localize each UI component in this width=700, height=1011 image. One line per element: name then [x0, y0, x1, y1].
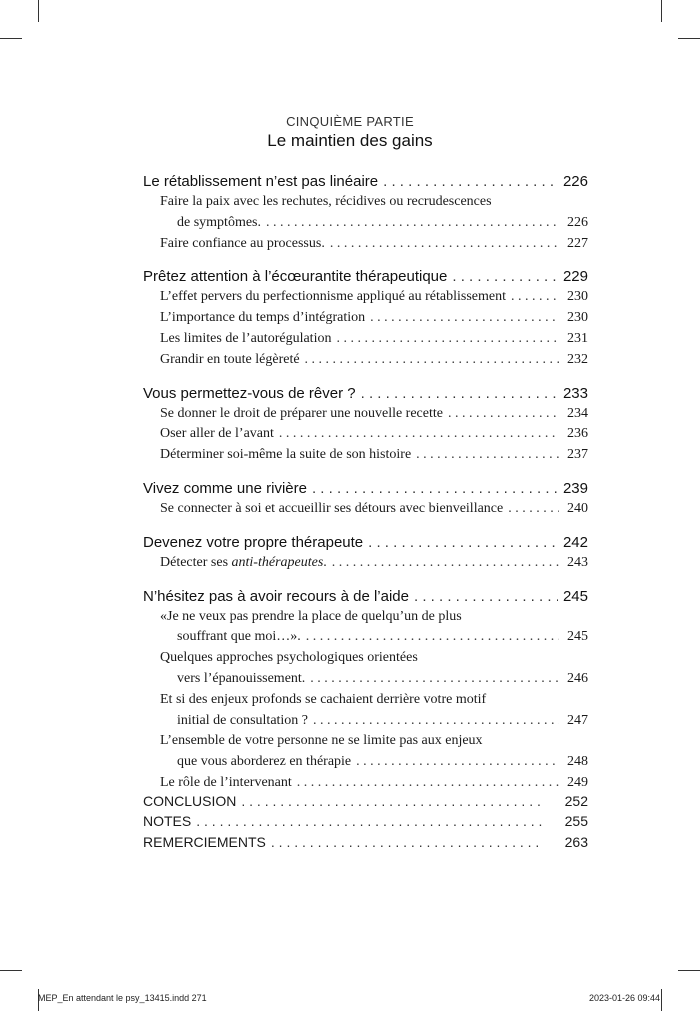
subsection-entry[interactable] — [143, 690, 588, 732]
toc-line[interactable] — [160, 553, 588, 574]
toc-line[interactable] — [143, 832, 588, 852]
subsection-title[interactable]: souffrant que moi…». — [177, 629, 301, 645]
toc-section — [143, 384, 588, 466]
dot-leader — [368, 533, 558, 553]
toc-line[interactable] — [143, 587, 588, 607]
toc-line[interactable] — [143, 267, 588, 287]
page-number: 246 — [567, 670, 588, 686]
page-number: 234 — [567, 405, 588, 421]
toc-line[interactable] — [160, 234, 588, 255]
crop-mark — [661, 989, 662, 1011]
subsection-entry[interactable] — [143, 404, 588, 425]
dot-leader — [266, 213, 559, 234]
page-number: 247 — [567, 712, 588, 728]
dot-leader — [383, 172, 558, 192]
footer-datetime: 2023-01-26 09:44 — [588, 993, 660, 1003]
dot-leader — [416, 445, 559, 466]
toc-section — [143, 479, 588, 520]
toc-section — [143, 587, 588, 794]
end-matter-title[interactable]: NOTES — [143, 813, 192, 830]
crop-mark — [678, 970, 700, 971]
page-number: 239 — [562, 479, 588, 497]
dot-leader — [279, 424, 559, 445]
subsection-title[interactable]: Les limites de l’autorégulation — [160, 330, 332, 346]
subsection-title[interactable]: Se connecter à soi et accueillir ses détours avec bienveillance — [160, 500, 504, 516]
toc-line[interactable] — [160, 213, 588, 234]
page-number: 245 — [567, 629, 588, 645]
page-number: 230 — [567, 310, 588, 326]
page-number: 226 — [567, 214, 588, 230]
page-number: 232 — [567, 351, 588, 367]
subsection-title[interactable]: Oser aller de l’avant — [160, 426, 274, 442]
end-matter-title[interactable]: REMERCIEMENTS — [143, 833, 266, 850]
crop-mark — [38, 0, 39, 22]
dot-leader — [310, 669, 559, 690]
chapter-entry[interactable] — [143, 267, 588, 287]
page-number: 230 — [567, 289, 588, 305]
toc-line[interactable] — [143, 384, 588, 404]
subsection-title-line: «Je ne veux pas prendre la place de quelqu’un de plus — [160, 608, 462, 624]
dot-leader — [361, 384, 558, 404]
chapter-entry[interactable] — [143, 479, 588, 499]
subsection-entry[interactable] — [143, 234, 588, 255]
subsection-entry[interactable] — [143, 287, 588, 308]
dot-leader — [356, 752, 559, 773]
toc-line[interactable] — [143, 479, 588, 499]
crop-mark — [678, 38, 700, 39]
chapter-title[interactable]: Prêtez attention à l’écœurantite thérapeutique — [143, 268, 448, 286]
page-number: 227 — [567, 235, 588, 251]
table-of-contents — [143, 172, 588, 807]
part-title: Le maintien des gains — [267, 131, 433, 150]
dot-leader — [414, 587, 558, 607]
subsection-entry[interactable] — [143, 553, 588, 574]
subsection-title[interactable]: Grandir en toute légèreté — [160, 351, 300, 367]
subsection-entry[interactable] — [143, 499, 588, 520]
subsection-entry[interactable] — [143, 445, 588, 466]
toc-line[interactable] — [160, 499, 588, 520]
toc-line[interactable] — [160, 424, 588, 445]
crop-mark — [0, 38, 22, 39]
dot-leader — [305, 350, 559, 371]
toc-line[interactable] — [143, 172, 588, 192]
page-number: 248 — [567, 754, 588, 770]
page-number: 245 — [562, 587, 588, 605]
subsection-title-line: L’ensemble de votre personne ne se limite pas aux enjeux — [160, 733, 483, 749]
toc-line[interactable] — [160, 752, 588, 773]
toc-line[interactable] — [160, 287, 588, 308]
chapter-title[interactable]: Devenez votre propre thérapeute — [143, 533, 364, 551]
dot-leader — [241, 791, 542, 811]
toc-line[interactable] — [143, 533, 588, 553]
toc-section — [143, 533, 588, 574]
subsection-title[interactable]: Détecter ses anti-thérapeutes. — [160, 554, 327, 570]
part-label: CINQUIÈME PARTIE — [286, 114, 414, 129]
subsection-title[interactable]: Faire confiance au processus. — [160, 235, 325, 251]
dot-leader — [448, 404, 559, 425]
page-number: 243 — [567, 554, 588, 570]
page-number: 252 — [564, 793, 588, 809]
toc-section — [143, 172, 588, 254]
subsection-entry[interactable] — [143, 607, 588, 649]
dot-leader — [330, 234, 559, 255]
page-number: 255 — [564, 813, 588, 830]
chapter-title[interactable]: Vivez comme une rivière — [143, 479, 307, 497]
subsection-title[interactable]: L’effet pervers du perfectionnisme appliqué au rétablissement — [160, 289, 506, 305]
toc-line[interactable] — [160, 350, 588, 371]
toc-line[interactable] — [160, 404, 588, 425]
page-number: 240 — [567, 500, 588, 516]
dot-leader — [271, 832, 542, 852]
toc-line[interactable] — [143, 791, 588, 811]
page-number: 237 — [567, 447, 588, 463]
chapter-entry[interactable] — [143, 533, 588, 553]
toc-section — [143, 267, 588, 370]
dot-leader — [370, 308, 559, 329]
subsection-entry[interactable] — [143, 424, 588, 445]
page-number: 233 — [562, 384, 588, 402]
subsection-title[interactable]: que vous aborderez en thérapie — [177, 754, 352, 770]
dot-leader — [508, 499, 559, 520]
chapter-title[interactable]: N’hésitez pas à avoir recours à de l’aide — [143, 587, 409, 605]
subsection-title[interactable]: Le rôle de l’intervenant — [160, 774, 292, 790]
dot-leader — [306, 627, 559, 648]
page-number: 242 — [562, 533, 588, 551]
subsection-title-line: Et si des enjeux profonds se cachaient derrière votre motif — [160, 691, 487, 707]
subsection-entry[interactable] — [143, 731, 588, 773]
subsection-entry[interactable] — [143, 329, 588, 350]
subsection-entry[interactable] — [143, 648, 588, 690]
chapter-entry[interactable] — [143, 384, 588, 404]
chapter-entry[interactable] — [143, 172, 588, 192]
dot-leader — [452, 267, 558, 287]
subsection-title[interactable]: initial de consultation ? — [177, 712, 309, 728]
subsection-entry[interactable] — [143, 308, 588, 329]
dot-leader — [336, 329, 559, 350]
page-number: 236 — [567, 426, 588, 442]
dot-leader — [332, 553, 559, 574]
end-matter-title[interactable]: CONCLUSION — [143, 793, 237, 809]
toc-line[interactable] — [160, 627, 588, 648]
toc-line[interactable] — [160, 445, 588, 466]
toc-line[interactable] — [160, 329, 588, 350]
toc-line[interactable] — [143, 811, 588, 831]
chapter-title[interactable]: Le rétablissement n’est pas linéaire — [143, 173, 379, 190]
toc-line[interactable] — [160, 711, 588, 732]
page-number: 231 — [567, 330, 588, 346]
crop-mark — [0, 970, 22, 971]
end-matter — [143, 791, 588, 852]
page-number: 263 — [564, 833, 588, 850]
page-number: 249 — [567, 774, 588, 790]
subsection-title-line: Faire la paix avec les rechutes, récidives ou recrudescences — [160, 194, 492, 209]
subsection-title-line: Quelques approches psychologiques orientées — [160, 650, 418, 666]
subsection-entry[interactable] — [143, 192, 588, 234]
subsection-entry[interactable] — [143, 350, 588, 371]
chapter-entry[interactable] — [143, 587, 588, 607]
chapter-title[interactable]: Vous permettez-vous de rêver ? — [143, 384, 356, 402]
dot-leader — [312, 479, 558, 499]
dot-leader — [313, 711, 559, 732]
subsection-title[interactable]: L’importance du temps d’intégration — [160, 310, 366, 326]
toc-line[interactable] — [160, 308, 588, 329]
subsection-title[interactable]: vers l’épanouissement. — [177, 670, 306, 686]
subsection-title[interactable]: Déterminer soi-même la suite de son histoire — [160, 447, 412, 463]
dot-leader — [511, 287, 559, 308]
crop-mark — [661, 0, 662, 22]
subsection-title[interactable]: de symptômes. — [177, 214, 261, 230]
page-number: 226 — [562, 173, 588, 190]
footer-file: MEP_En attendant le psy_13415.indd 271 — [38, 993, 207, 1003]
italic-term: anti-thérapeutes — [231, 554, 324, 570]
page-number: 229 — [562, 268, 588, 286]
toc-line[interactable] — [160, 669, 588, 690]
subsection-title[interactable]: Se donner le droit de préparer une nouvelle recette — [160, 405, 443, 421]
dot-leader — [196, 811, 542, 831]
